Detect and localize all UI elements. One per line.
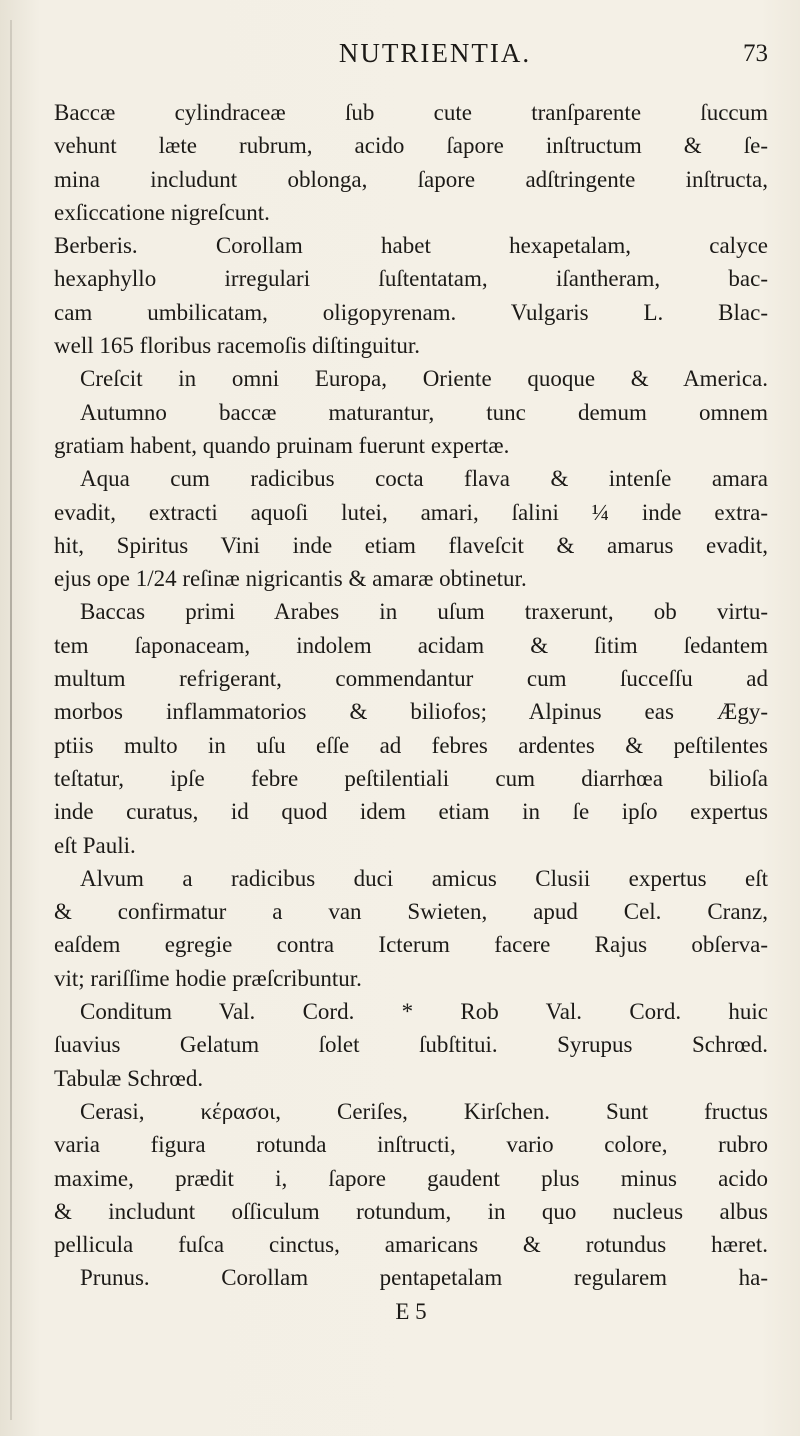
text-line: eſt Pauli. — [54, 832, 136, 858]
text-line: Baccas primi Arabes in uſum traxerunt, ob virtu- — [80, 599, 768, 625]
text-line: well 165 floribus racemoſis diſtinguitur. — [54, 333, 421, 359]
text-line: hit, Spiritus Vini inde etiam flaveſcit & amarus evadit, — [54, 532, 768, 558]
text-line: eaſdem egregie contra Icterum facere Rajus obſerva- — [54, 932, 768, 958]
text-line: Baccæ cylindraceæ ſub cute tranſparente ſuccum — [54, 100, 768, 125]
running-head: NUTRIENTIA. — [338, 38, 532, 68]
text-line: teſtatur, ipſe febre peſtilentiali cum diarrhœa bilioſa — [54, 765, 768, 791]
text-line: exſiccatione nigreſcunt. — [54, 199, 270, 225]
signature-mark: E 5 — [395, 1298, 427, 1324]
text-line: mina includunt oblonga, ſapore adſtringente inſtructa, — [54, 166, 768, 192]
text-line: multum refrigerant, commendantur cum ſucceſſu ad — [54, 666, 768, 692]
page-header — [0, 38, 800, 78]
text-line: morbos inflammatorios & biliofos; Alpinus eas Ægy- — [54, 699, 768, 725]
text-line: hexaphyllo irregulari ſuſtentatam, iſantheram, bac- — [54, 266, 768, 292]
text-line: varia figura rotunda inſtructi, vario colore, rubro — [54, 1132, 768, 1158]
text-line: Prunus. Corollam pentapetalam regularem ha- — [80, 1265, 768, 1291]
text-line: evadit, extracti aquoſi lutei, amari, ſalini ¼ inde extra- — [54, 499, 768, 525]
text-line: ſuavius Gelatum ſolet ſubſtitui. Syrupus Schrœd. — [54, 1032, 768, 1058]
text-line: vit; rariſſime hodie præſcribuntur. — [54, 965, 362, 991]
text-line: Berberis. Corollam habet hexapetalam, calyce — [54, 233, 768, 259]
text-line: gratiam habent, quando pruinam fuerunt expertæ. — [54, 432, 510, 458]
text-line: pellicula fuſca cinctus, amaricans & rotundus hæret. — [54, 1232, 768, 1258]
text-line: Autumno baccæ maturantur, tunc demum omnem — [80, 399, 768, 425]
text-line: Tabulæ Schrœd. — [54, 1065, 204, 1091]
text-line: Alvum a radicibus duci amicus Clusii expertus eſt — [80, 865, 768, 891]
text-line: & confirmatur a van Swieten, apud Cel. Cranz, — [54, 899, 768, 925]
text-line: & includunt oſſiculum rotundum, in quo nucleus albus — [54, 1198, 768, 1224]
text-line: inde curatus, id quod idem etiam in ſe ipſo expertus — [54, 799, 768, 825]
text-line: Aqua cum radicibus cocta flava & intenſe amara — [80, 466, 768, 492]
text-line: ejus ope 1/24 reſinæ nigricantis & amaræ obtinetur. — [54, 566, 527, 592]
text-line: Cerasi, κέρασοι, Ceriſes, Kirſchen. Sunt fructus — [80, 1098, 768, 1124]
body-text — [54, 96, 768, 1328]
text-line: Creſcit in omni Europa, Oriente quoque & America. — [80, 366, 768, 392]
text-line: cam umbilicatam, oligopyrenam. Vulgaris L. Blac- — [54, 299, 768, 325]
page-number: 73 — [743, 40, 768, 67]
text-line: ptiis multo in uſu eſſe ad febres ardentes & peſtilentes — [54, 732, 768, 758]
page-gutter-shadow — [10, 20, 12, 1420]
text-line: Conditum Val. Cord. * Rob Val. Cord. huic — [80, 999, 768, 1025]
text-line: tem ſaponaceam, indolem acidam & ſitim ſedantem — [54, 632, 768, 658]
text-line: maxime, prædit i, ſapore gaudent plus minus acido — [54, 1165, 768, 1191]
text-line: vehunt læte rubrum, acido ſapore inſtructum & ſe- — [54, 133, 768, 159]
